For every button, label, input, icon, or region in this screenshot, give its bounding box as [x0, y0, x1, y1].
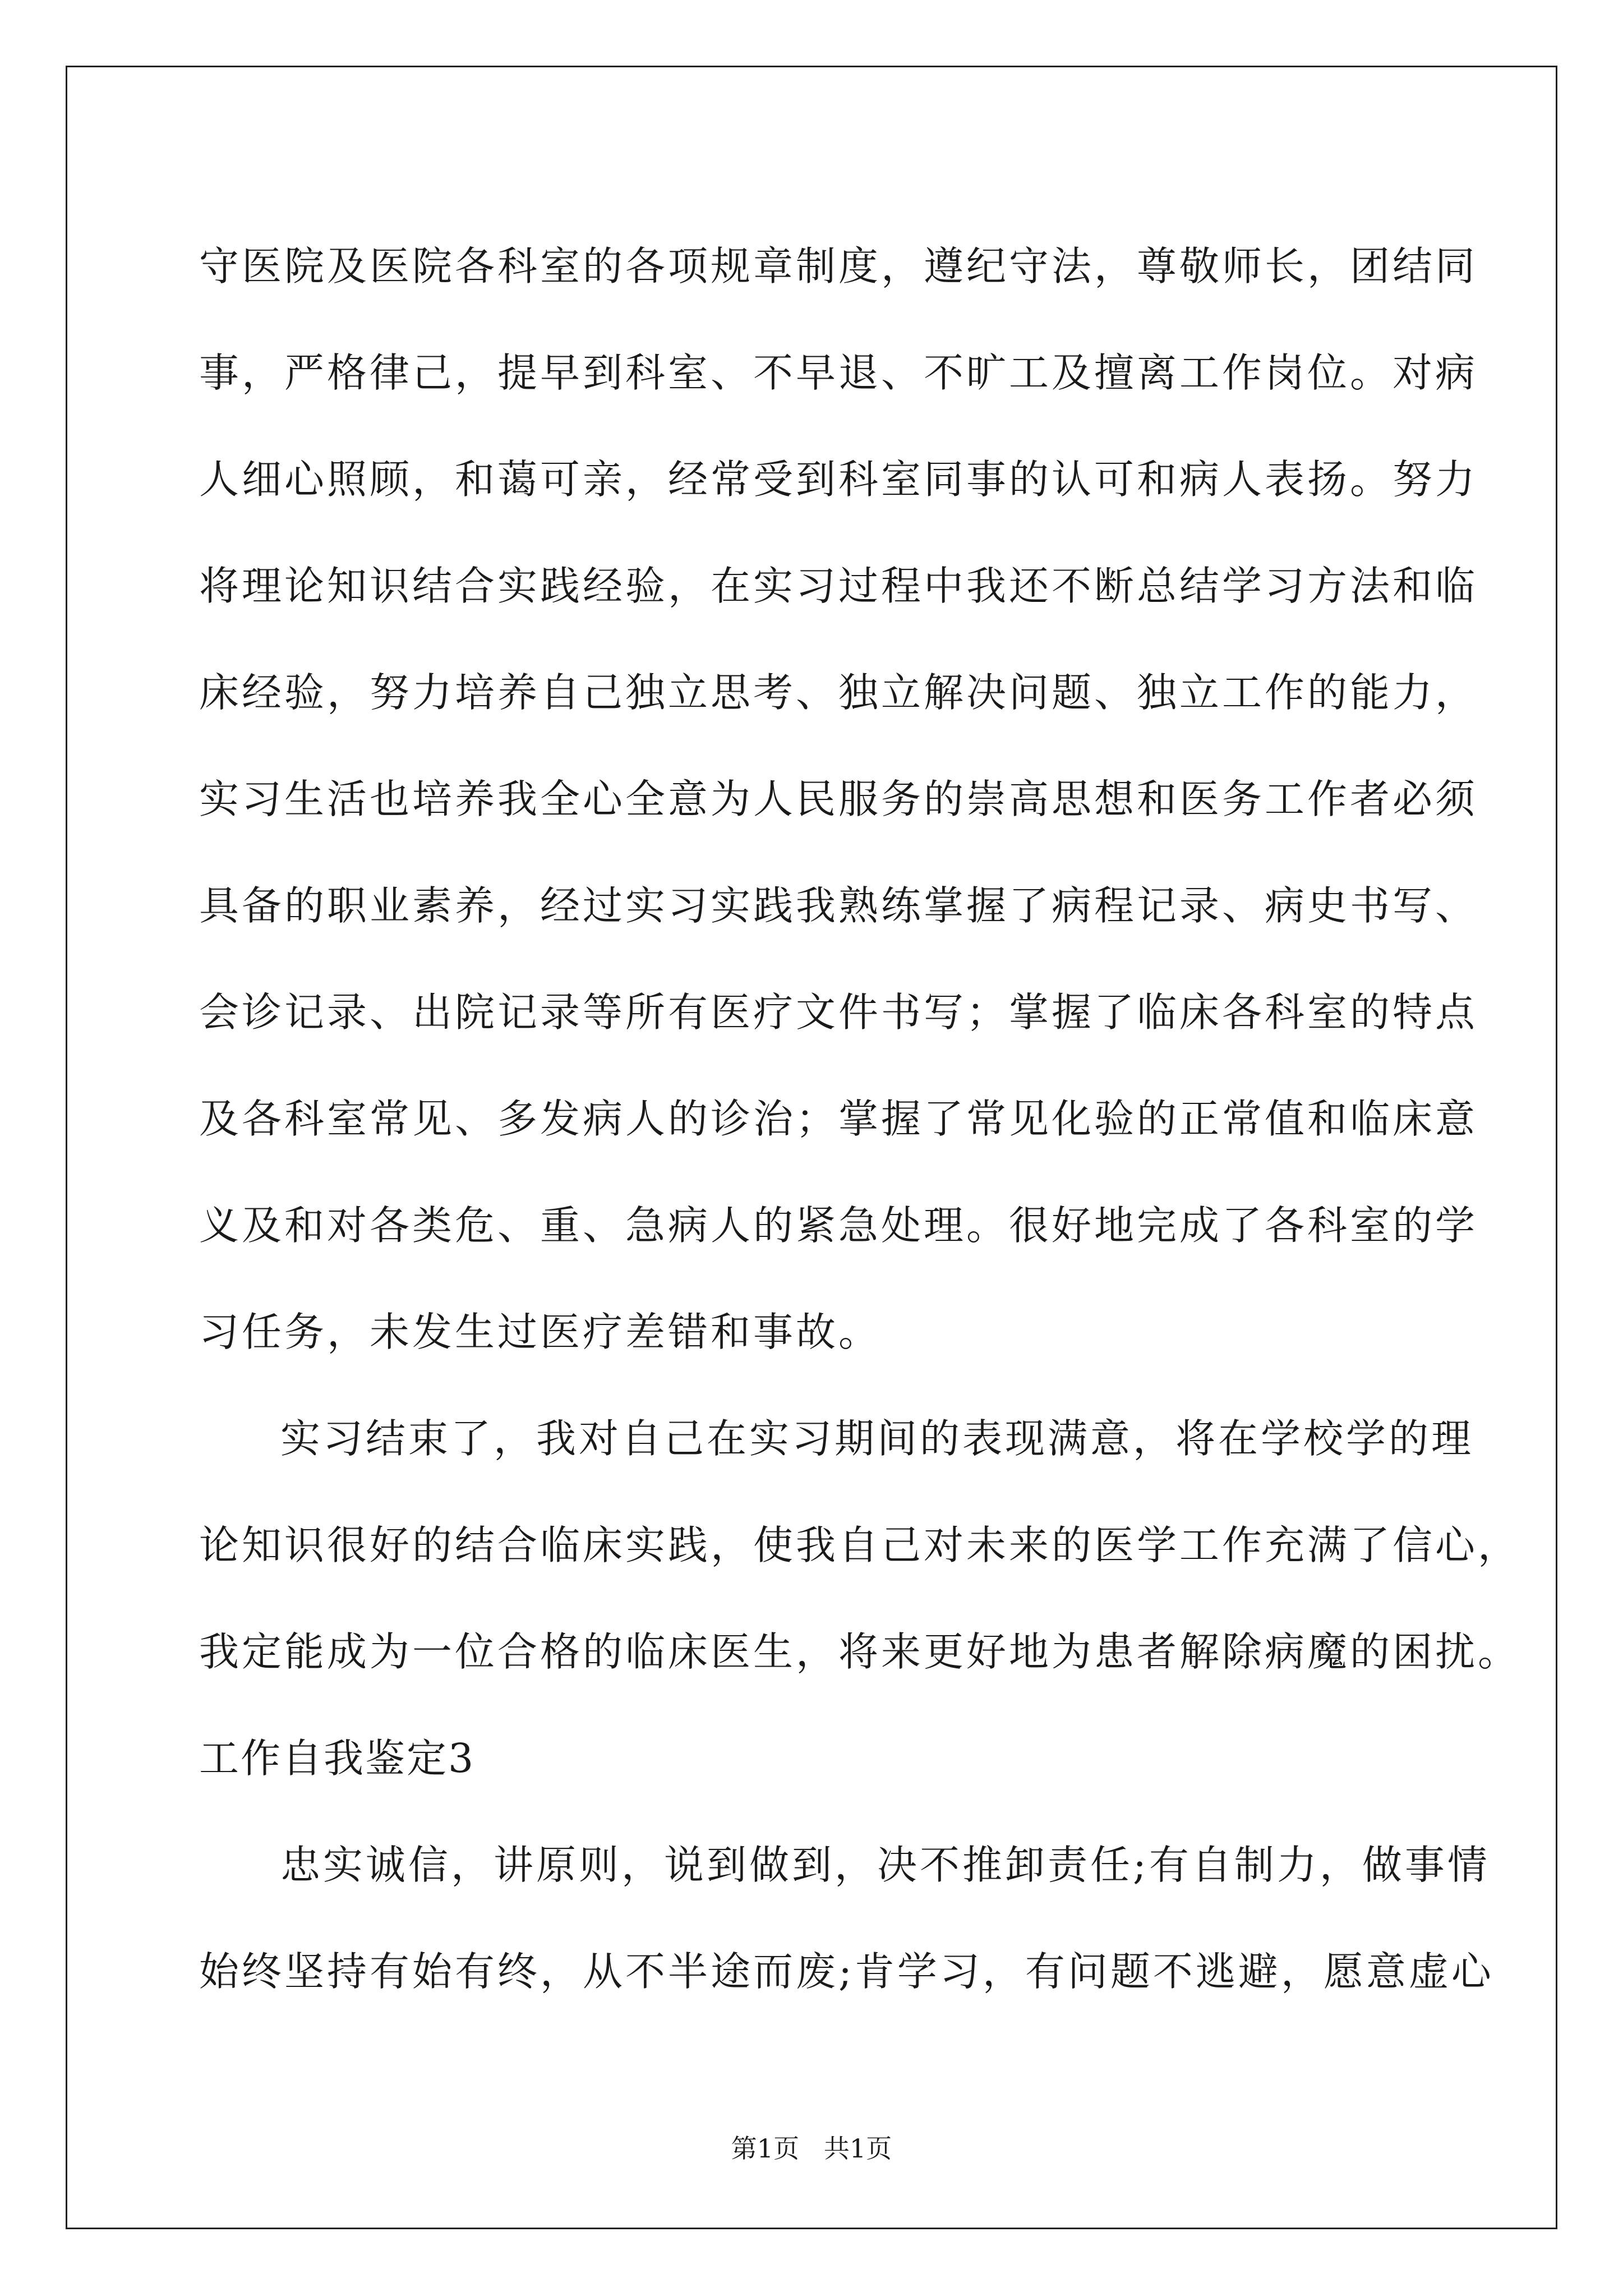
- text-line: 床经验，努力培养自己独立思考、独立解决问题、独立工作的能力，: [199, 669, 1478, 716]
- paragraph-start-line: 忠实诚信，讲原则，说到做到，决不推卸责任;有自制力，做事情: [280, 1842, 1490, 1888]
- text-line: 守医院及医院各科室的各项规章制度，遵纪守法，尊敬师长，团结同: [199, 243, 1478, 289]
- text-line: 事，严格律己，提早到科室、不早退、不旷工及擅离工作岗位。对病: [199, 349, 1478, 396]
- text-line: 我定能成为一位合格的临床医生，将来更好地为患者解除病魔的困扰。: [199, 1628, 1521, 1675]
- section-heading: 工作自我鉴定3: [199, 1735, 476, 1782]
- text-line: 义及和对各类危、重、急病人的紧急处理。很好地完成了各科室的学: [199, 1202, 1478, 1249]
- document-body: [199, 213, 1521, 2025]
- text-line: 会诊记录、出院记录等所有医疗文件书写；掌握了临床各科室的特点: [199, 989, 1478, 1036]
- page-number-footer: 第1页 共1页: [731, 2133, 892, 2164]
- text-line: 实习生活也培养我全心全意为人民服务的崇高思想和医务工作者必须: [199, 776, 1478, 822]
- text-line: 具备的职业素养，经过实习实践我熟练掌握了病程记录、病史书写、: [199, 882, 1478, 929]
- paragraph-start-line: 实习结束了，我对自己在实习期间的表现满意，将在学校学的理: [280, 1415, 1474, 1462]
- text-line: 论知识很好的结合临床实践，使我自己对未来的医学工作充满了信心，: [199, 1522, 1521, 1568]
- text-line: 将理论知识结合实践经验，在实习过程中我还不断总结学习方法和临: [199, 563, 1478, 609]
- text-line: 及各科室常见、多发病人的诊治；掌握了常见化验的正常值和临床意: [199, 1096, 1478, 1142]
- text-line: 习任务，未发生过医疗差错和事故。: [199, 1309, 882, 1355]
- text-line: 人细心照顾，和蔼可亲，经常受到科室同事的认可和病人表扬。努力: [199, 456, 1478, 503]
- text-line: 始终坚持有始有终，从不半途而废;肯学习，有问题不逃避，愿意虚心: [199, 1948, 1494, 1995]
